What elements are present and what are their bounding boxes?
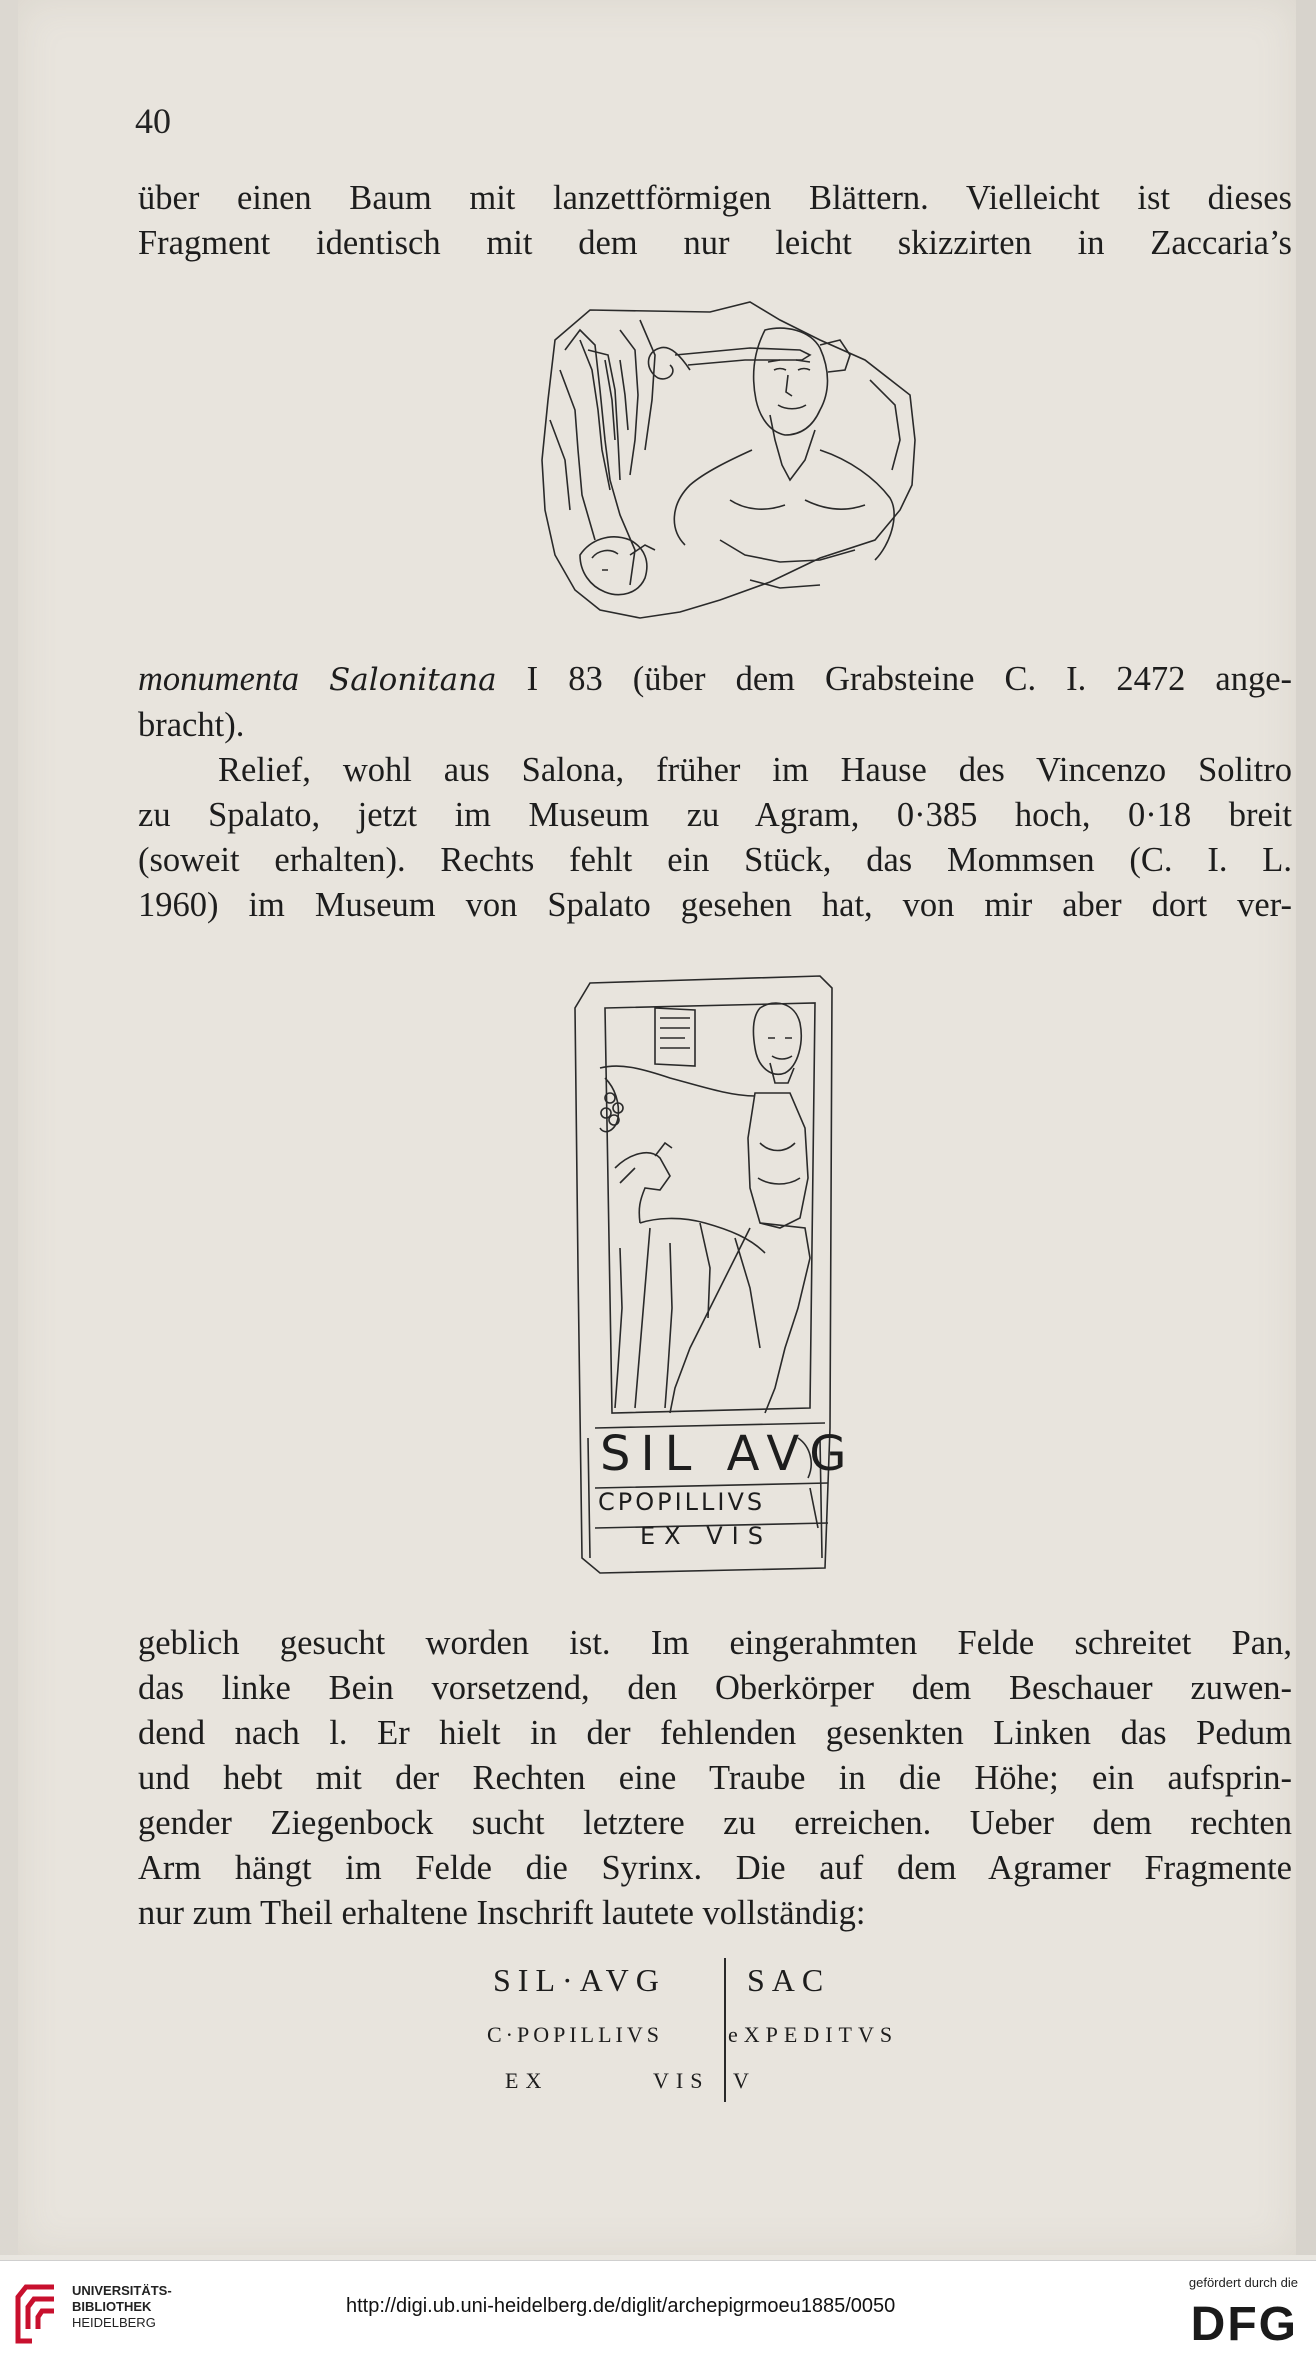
paragraph-2 [138, 657, 1292, 748]
library-name-line: BIBLIOTHEK [72, 2299, 152, 2314]
text-line: (soweit erhalten). Rechts fehlt ein Stück, das Mommsen (C. I. L. [138, 841, 1292, 879]
library-name-line: HEIDELBERG [72, 2315, 156, 2330]
text-line: über einen Baum mit lanzettförmigen Blättern. Vielleicht ist dieses [138, 179, 1292, 217]
inscription-divider [724, 1958, 726, 2102]
inscription-text: VIS [653, 2068, 710, 2093]
page-right-edge [1296, 0, 1316, 2255]
university-library-logo-icon[interactable] [14, 2283, 60, 2345]
text-line: Fragment identisch mit dem nur leicht skizzirten in Zaccaria’s [138, 224, 1292, 262]
inscription-text: eXPEDITVS [728, 2022, 899, 2047]
funding-caption: gefördert durch die [1188, 2275, 1298, 2290]
inscription-text: EX [505, 2068, 549, 2093]
inscription-text: C·POPILLIVS [487, 2022, 664, 2047]
text-line: das linke Bein vorsetzend, den Oberkörper dem Beschauer zuwen- [138, 1669, 1292, 1707]
text-line: gender Ziegenbock sucht letztere zu erreichen. Ueber dem rechten [138, 1804, 1292, 1842]
dfg-logo[interactable]: DFG [1190, 2298, 1298, 2351]
relief-inscription-line: CPOPILLIVS [598, 1488, 766, 1516]
university-library-name[interactable] [72, 2283, 172, 2331]
text-line: bracht). [138, 706, 245, 744]
italic-text: monumenta [138, 660, 299, 698]
relief-inscription-line: SIL AVG [600, 1426, 857, 1482]
pan-relief-illustration [560, 968, 860, 1578]
document-url-link[interactable]: http://digi.ub.uni-heidelberg.de/diglit/archepigrmoeu1885/0050 [346, 2295, 896, 2317]
page-number: 40 [135, 101, 171, 141]
text-line: nur zum Theil erhaltene Inschrift lautete vollständig: [138, 1894, 866, 1932]
text-fragment: I 83 (über dem Grabsteine C. I. 2472 ange- [496, 660, 1292, 698]
library-name-line: UNIVERSITÄTS- [72, 2283, 172, 2298]
paragraph-4 [138, 1621, 1292, 1936]
page-left-edge [0, 0, 18, 2255]
text-line: 1960) im Museum von Spalato gesehen hat, von mir aber dort ver- [138, 886, 1292, 924]
text-line: dend nach l. Er hielt in der fehlenden gesenkten Linken das Pedum [138, 1714, 1292, 1752]
italic-text: Salonitana [329, 662, 497, 698]
inscription-text: V [733, 2068, 756, 2093]
relief-fragment-illustration [520, 300, 920, 630]
text-line [138, 657, 1292, 703]
inscription-text: SAC [747, 1962, 831, 1998]
footer-bar [0, 2260, 1316, 2356]
text-line: Relief, wohl aus Salona, früher im Hause des Vincenzo Solitro [218, 751, 1292, 789]
paragraph-3 [138, 748, 1292, 928]
text-line: geblich gesucht worden ist. Im eingerahmten Felde schreitet Pan, [138, 1624, 1292, 1662]
inscription-text: SIL·AVG [493, 1962, 666, 1998]
text-line: und hebt mit der Rechten eine Traube in die Höhe; ein aufsprin- [138, 1759, 1292, 1797]
relief-inscription-line: EX VIS [640, 1522, 772, 1550]
relief-drawing [560, 968, 860, 1578]
text-line: zu Spalato, jetzt im Museum zu Agram, 0·385 hoch, 0·18 breit [138, 796, 1292, 834]
text-line: Arm hängt im Felde die Syrinx. Die auf dem Agramer Fragmente [138, 1849, 1292, 1887]
paragraph-1 [138, 176, 1292, 266]
